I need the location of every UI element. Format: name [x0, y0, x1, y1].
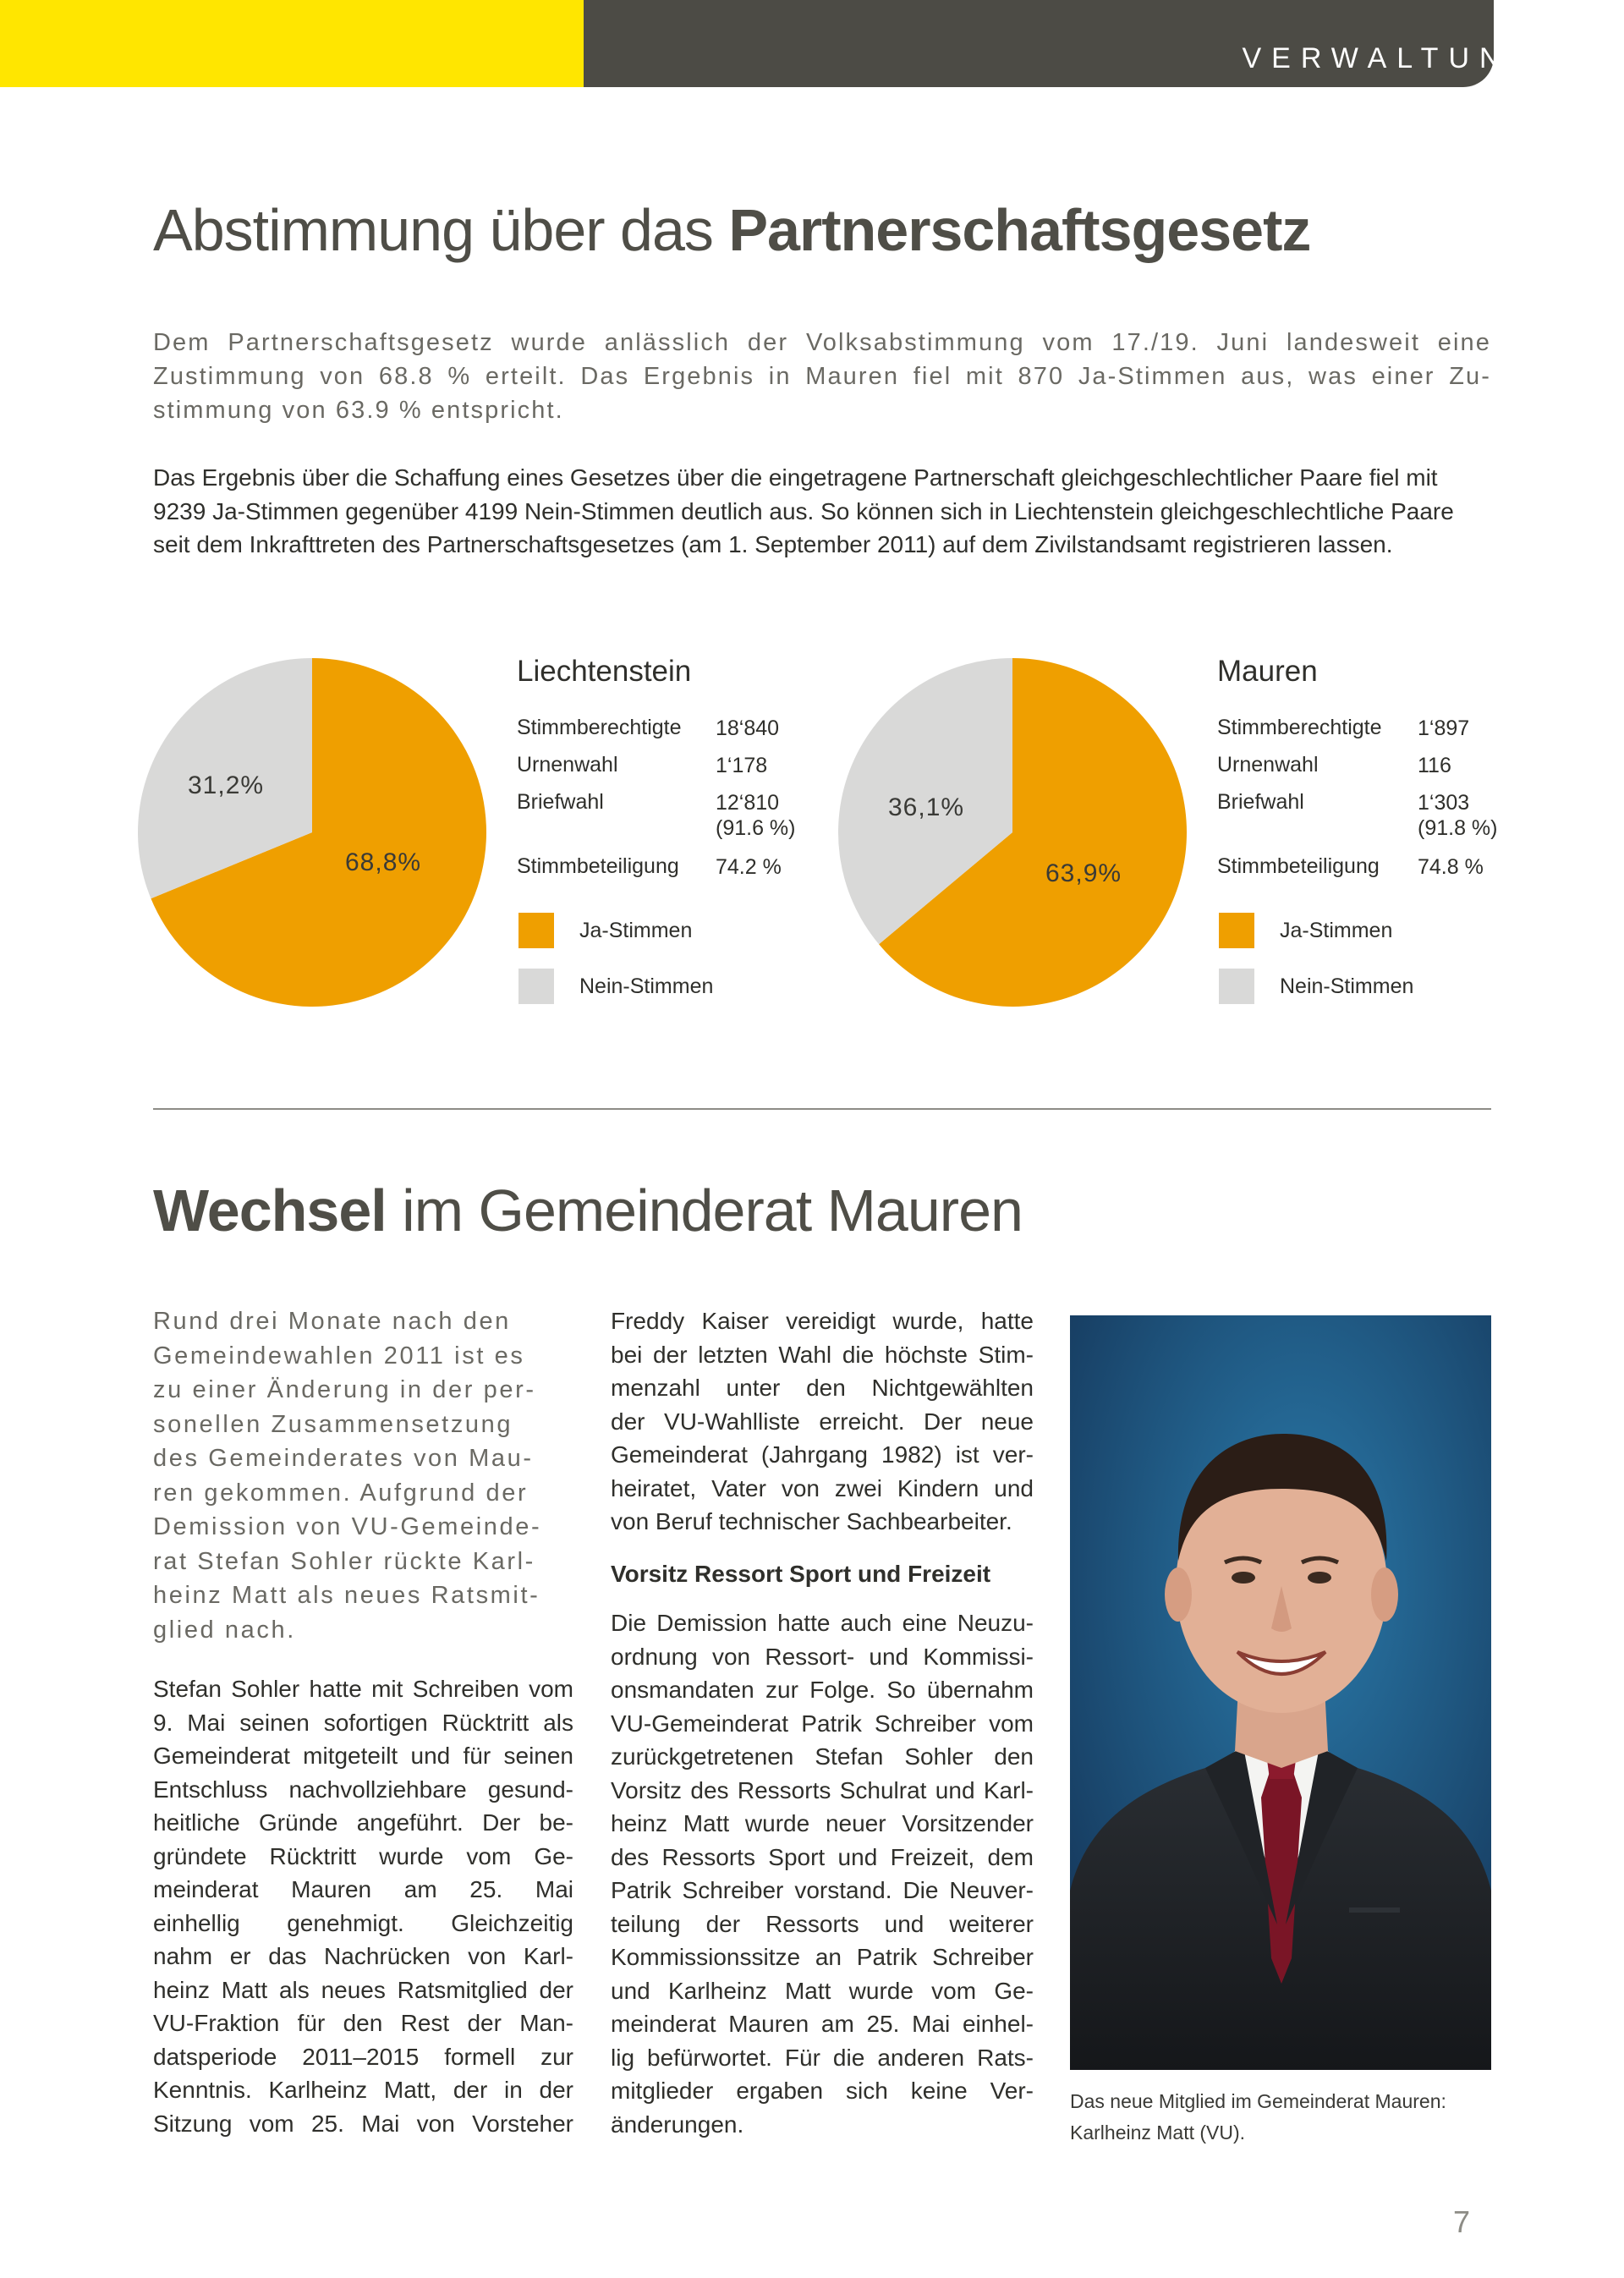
col2-line: des Ressorts Sport und Freizeit, dem — [611, 1843, 1034, 1870]
stat-value-percent: (91.6 %) — [716, 816, 796, 840]
article-title — [153, 196, 1310, 264]
article2-title-bold: Wechsel — [153, 1177, 387, 1243]
col2-line: Gemeinderat (Jahrgang 1982) ist ver- — [611, 1441, 1034, 1468]
col1-line: 9. Mai seinen sofortigen Rücktritt als — [153, 1709, 573, 1736]
article-title-bold: Partnerschaftsgesetz — [728, 197, 1311, 263]
stat-label: Stimmbeteiligung — [517, 854, 679, 878]
portrait-photo — [1070, 1315, 1491, 2070]
stat-value: 1‘303 — [1418, 791, 1470, 815]
stat-value: 116 — [1418, 754, 1451, 777]
article-lead — [153, 326, 1491, 427]
stat-value: 12‘810 — [716, 791, 780, 815]
stat-value: 1‘897 — [1418, 716, 1470, 740]
col1-line: Stefan Sohler hatte mit Schreiben vom — [153, 1676, 573, 1702]
col2-line: Die Demission hatte auch eine Neuzu- — [611, 1610, 1034, 1636]
legend-label-nein: Nein-Stimmen — [579, 974, 714, 998]
pie-label-nein-liechtenstein: 31,2% — [188, 771, 265, 799]
col1-line: heitliche Gründe angeführt. Der be- — [153, 1809, 573, 1836]
col2-line: Freddy Kaiser vereidigt wurde, hatte — [611, 1308, 1034, 1334]
stat-value: 74.2 % — [716, 855, 782, 879]
stat-label: Briefwahl — [1217, 790, 1304, 814]
stat-label: Briefwahl — [517, 790, 604, 814]
col1-line: nahm er das Nachrücken von Karl- — [153, 1943, 573, 1969]
caption-line: Karlheinz Matt (VU). — [1070, 2122, 1246, 2144]
legend-label-nein: Nein-Stimmen — [1280, 974, 1414, 998]
legend-label-ja: Ja-Stimmen — [1280, 919, 1393, 942]
col2-line: ordnung von Ressort- und Kommissi- — [611, 1643, 1034, 1670]
col2-line: Patrik Schreiber vorstand. Die Neuver- — [611, 1877, 1034, 1903]
col2-line: der VU-Wahlliste erreicht. Der neue — [611, 1408, 1034, 1435]
portrait-illustration — [1070, 1315, 1491, 2070]
photo-caption — [1070, 2086, 1446, 2149]
stat-label: Stimmberechtigte — [517, 716, 682, 739]
lead-line: Dem Partnerschaftsgesetz wurde anlässlich der Volksabstimmung vom 17./19. Juni landesweit eine — [153, 329, 1491, 356]
col1-line: datsperiode 2011–2015 formell zur — [153, 2043, 573, 2070]
stat-label: Urnenwahl — [1217, 753, 1319, 777]
stat-label: Urnenwahl — [517, 753, 618, 777]
col2-line: menzahl unter den Nichtgewählten — [611, 1375, 1034, 1401]
intro-line: sonellen Zusammensetzung — [153, 1410, 513, 1438]
stat-value-percent: (91.8 %) — [1418, 816, 1498, 840]
article2-column-1 — [153, 1672, 573, 2140]
col1-line: meinderat Mauren am 25. Mai — [153, 1876, 573, 1902]
intro-line: Demission von VU-Gemeinde- — [153, 1513, 542, 1540]
col2-line: onsmandaten zur Folge. So übernahm — [611, 1677, 1034, 1703]
legend-swatch-ja — [518, 913, 554, 948]
legend-swatch-ja — [1219, 913, 1254, 948]
col2-line: lig befürwortet. Für die anderen Rats- — [611, 2044, 1034, 2071]
col2-line: heinz Matt wurde neuer Vorsitzender — [611, 1810, 1034, 1836]
col1-line: VU-Fraktion für den Rest der Man- — [153, 2010, 573, 2036]
col2-line: Vorsitz des Ressorts Schulrat und Karl- — [611, 1776, 1034, 1803]
section-divider — [153, 1108, 1491, 1110]
article2-column-2b — [611, 1606, 1034, 2141]
intro-line: ren gekommen. Aufgrund der — [153, 1479, 529, 1507]
intro-line: heinz Matt als neues Ratsmit- — [153, 1582, 540, 1609]
col2-line: bei der letzten Wahl die höchste Stim- — [611, 1341, 1034, 1368]
article2-column-2a — [611, 1304, 1034, 1539]
intro-line: des Gemeinderates von Mau- — [153, 1445, 534, 1472]
caption-line: Das neue Mitglied im Gemeinderat Mauren: — [1070, 2090, 1446, 2112]
legend-swatch-nein — [1219, 969, 1254, 1004]
article-body — [153, 461, 1498, 562]
col2-line: und Karlheinz Matt wurde vom Ge- — [611, 1977, 1034, 2004]
pie-chart-liechtenstein — [138, 658, 486, 1007]
col1-line: heinz Matt als neues Ratsmitglied der — [153, 1976, 573, 2003]
pie-chart-mauren — [838, 658, 1187, 1007]
col1-line: einhellig genehmigt. Gleichzeitig — [153, 1909, 573, 1936]
article2-title-light: im Gemeinderat Mauren — [386, 1177, 1023, 1243]
col1-line: Kenntnis. Karlheinz Matt, der in der — [153, 2077, 573, 2103]
legend-swatch-nein — [518, 969, 554, 1004]
col2-line: teilung der Ressorts und weiterer — [611, 1910, 1034, 1937]
col1-line: Entschluss nachvollziehbare gesund- — [153, 1776, 573, 1803]
lead-line: stimmung von 63.9 % entspricht. — [153, 397, 564, 424]
pie-label-ja-liechtenstein: 68,8% — [345, 848, 422, 876]
col2-line: zurückgetretenen Stefan Sohler den — [611, 1743, 1034, 1770]
col2-line: änderungen. — [611, 2111, 744, 2138]
col1-line: gründete Rücktritt wurde vom Ge- — [153, 1842, 573, 1869]
stats-title-liechtenstein: Liechtenstein — [517, 655, 692, 688]
pie-label-nein-mauren: 36,1% — [888, 793, 965, 821]
pie-label-ja-mauren: 63,9% — [1045, 859, 1122, 887]
col2-line: mitglieder ergaben sich keine Ver- — [611, 2078, 1034, 2104]
col2-line: VU-Gemeinderat Patrik Schreiber vom — [611, 1710, 1034, 1737]
section-label: VERWALTUNG — [1242, 42, 1543, 74]
article-title-light: Abstimmung über das — [153, 197, 729, 263]
body-line: Das Ergebnis über die Schaffung eines Gesetzes über die eingetragene Partnerschaft gleichgeschlechtlicher Paare fiel mit — [153, 464, 1438, 491]
intro-line: Gemeindewahlen 2011 ist es — [153, 1342, 525, 1370]
intro-line: rat Stefan Sohler rückte Karl- — [153, 1547, 535, 1575]
stats-title-mauren: Mauren — [1217, 655, 1318, 688]
col2-line: von Beruf technischer Sachbearbeiter. — [611, 1508, 1012, 1534]
stat-label: Stimmberechtigte — [1217, 716, 1382, 739]
stat-value: 1‘178 — [716, 754, 768, 777]
article2-intro — [153, 1304, 541, 1647]
body-line: seit dem Inkrafttreten des Partnerschaftsgesetzes (am 1. September 2011) auf dem Zivilstandsamt registrieren lassen. — [153, 531, 1393, 557]
stat-label: Stimmbeteiligung — [1217, 854, 1380, 878]
stat-value: 74.8 % — [1418, 855, 1484, 879]
body-line: 9239 Ja-Stimmen gegenüber 4199 Nein-Stimmen deutlich aus. So können sich in Liechtenstein gleichgeschlechtliche Paare — [153, 497, 1454, 524]
col1-line: Gemeinderat mitgeteilt und für seinen — [153, 1743, 573, 1769]
col1-line: Sitzung vom 25. Mai von Vorsteher — [153, 2110, 573, 2137]
intro-line: zu einer Änderung in der per- — [153, 1376, 536, 1403]
intro-line: Rund drei Monate nach den — [153, 1308, 511, 1335]
intro-line: glied nach. — [153, 1616, 296, 1644]
col2-line: meinderat Mauren am 25. Mai einhel- — [611, 2011, 1034, 2037]
col2-line: Kommissionssitze an Patrik Schreiber — [611, 1944, 1034, 1970]
page-number: 7 — [1453, 2204, 1471, 2239]
article2-subheading: Vorsitz Ressort Sport und Freizeit — [611, 1561, 991, 1587]
stat-value: 18‘840 — [716, 716, 780, 740]
lead-line: Zustimmung von 68.8 % erteilt. Das Ergebnis in Mauren fiel mit 870 Ja-Stimmen aus, was einer Zu- — [153, 363, 1491, 390]
header-accent-bar — [0, 0, 584, 87]
col2-line: heiratet, Vater von zwei Kindern und — [611, 1474, 1034, 1501]
article2-title — [153, 1177, 1023, 1244]
legend-label-ja: Ja-Stimmen — [579, 919, 693, 942]
